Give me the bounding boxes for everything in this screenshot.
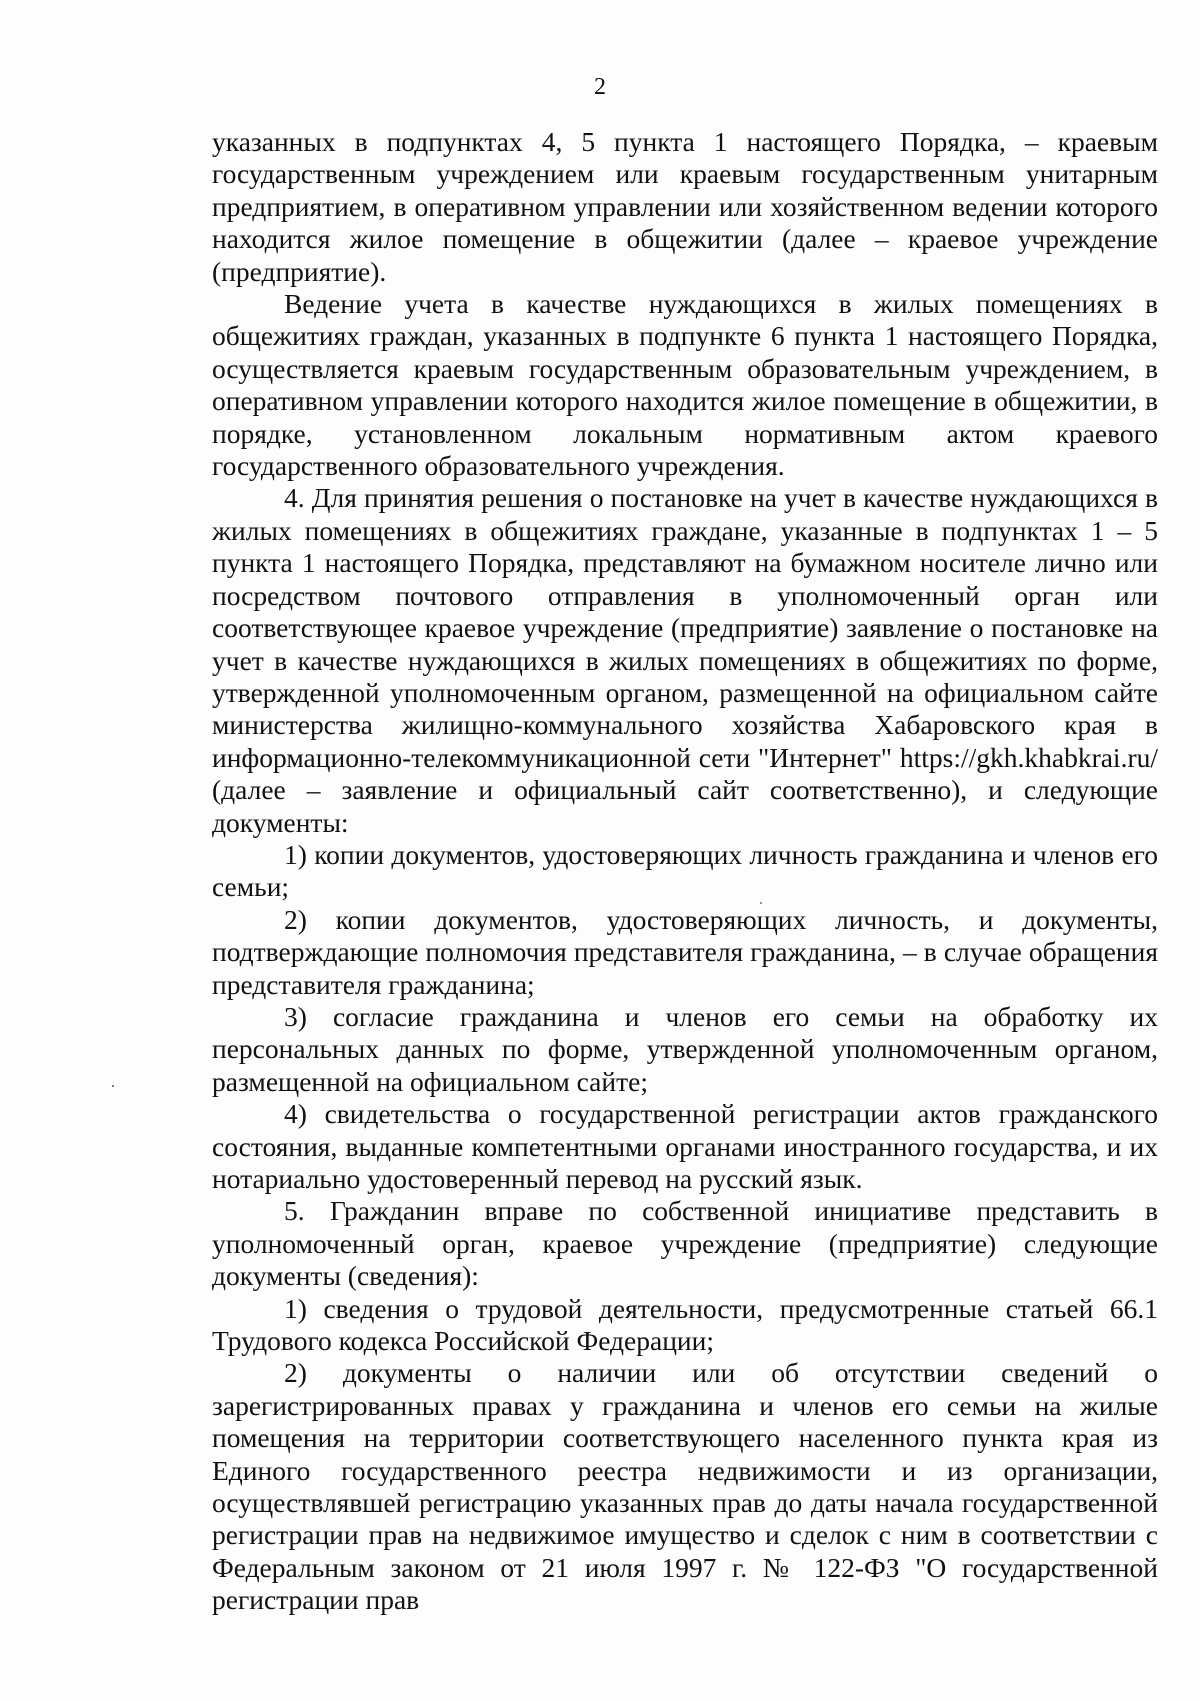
list-item-employment-records: 1) сведения о трудовой деятельности, предусмотренные статьей 66.1 Трудового кодекса Российской Федерации; (212, 1292, 1158, 1357)
page-number: 2 (594, 74, 606, 100)
paragraph-dormitory-registration: Ведение учета в качестве нуждающихся в жилых помещениях в общежитиях граждан, указанных в подпункте 6 пункта 1 настоящего Порядка, осуществляется краевым государственным образовательным учреждением, в оперативном управлении которого находится жилое помещение в общежитии, в порядке, установленном локальным нормативным актом краевого государственного образовательного учреждения. (212, 288, 1158, 482)
paragraph-item-5-optional-documents: 5. Гражданин вправе по собственной инициативе представить в уполномоченный орган, краевое учреждение (предприятие) следующие документы (сведения): (212, 1195, 1158, 1292)
paragraph-item-4-application: 4. Для принятия решения о постановке на учет в качестве нуждающихся в жилых помещениях в общежитиях граждане, указанные в подпунктах 1 – 5 пункта 1 настоящего Порядка, представляют на бумажном носителе лично или посредством почтового отправления в уполномоченный орган или соответствующее краевое учреждение (предприятие) заявление о постановке на учет в качестве нуждающихся в жилых помещениях в общежитиях по форме, утвержденной уполномоченным органом, размещенной на официальном сайте министерства жилищно-коммунального хозяйства Хабаровского края в информационно-телекоммуникационной сети "Интернет" https://gkh.khabkrai.ru/ (далее – заявление и официальный сайт соответственно), и следующие документы: (212, 482, 1158, 838)
list-item-identity-copies: 1) копии документов, удостоверяющих личность гражданина и членов его семьи; (212, 838, 1158, 903)
document-body (212, 126, 1158, 1617)
paragraph-responsible-institution: указанных в подпунктах 4, 5 пункта 1 настоящего Порядка, – краевым государственным учреждением или краевым государственным унитарным предприятием, в оперативном управлении или хозяйственном ведении которого находится жилое помещение в общежитии (далее – краевое учреждение (предприятие). (212, 126, 1158, 287)
list-item-representative-documents: 2) копии документов, удостоверяющих личность, и документы, подтверждающие полномочия представителя гражданина, – в случае обращения представителя гражданина; (212, 903, 1158, 1000)
list-item-personal-data-consent: 3) согласие гражданина и членов его семьи на обработку их персональных данных по форме, утвержденной уполномоченным органом, размещенной на официальном сайте; (212, 1000, 1158, 1097)
list-item-civil-status-certificates: 4) свидетельства о государственной регистрации актов гражданского состояния, выданные компетентными органами иностранного государства, и их нотариально удостоверенный перевод на русский язык. (212, 1098, 1158, 1194)
list-item-property-rights-documents: 2) документы о наличии или об отсутствии сведений о зарегистрированных правах у гражданина и членов его семьи на жилые помещения на территории соответствующего населенного пункта края из Единого государственного реестра недвижимости и из организации, осуществлявшей регистрацию указанных прав до даты начала государственной регистрации прав на недвижимое имущество и сделок с ним в соответствии с Федеральным законом от 21 июля 1997 г. № 122-ФЗ "О государственной регистрации прав (212, 1357, 1158, 1616)
scan-speck (112, 1085, 114, 1087)
scan-speck (760, 902, 762, 904)
